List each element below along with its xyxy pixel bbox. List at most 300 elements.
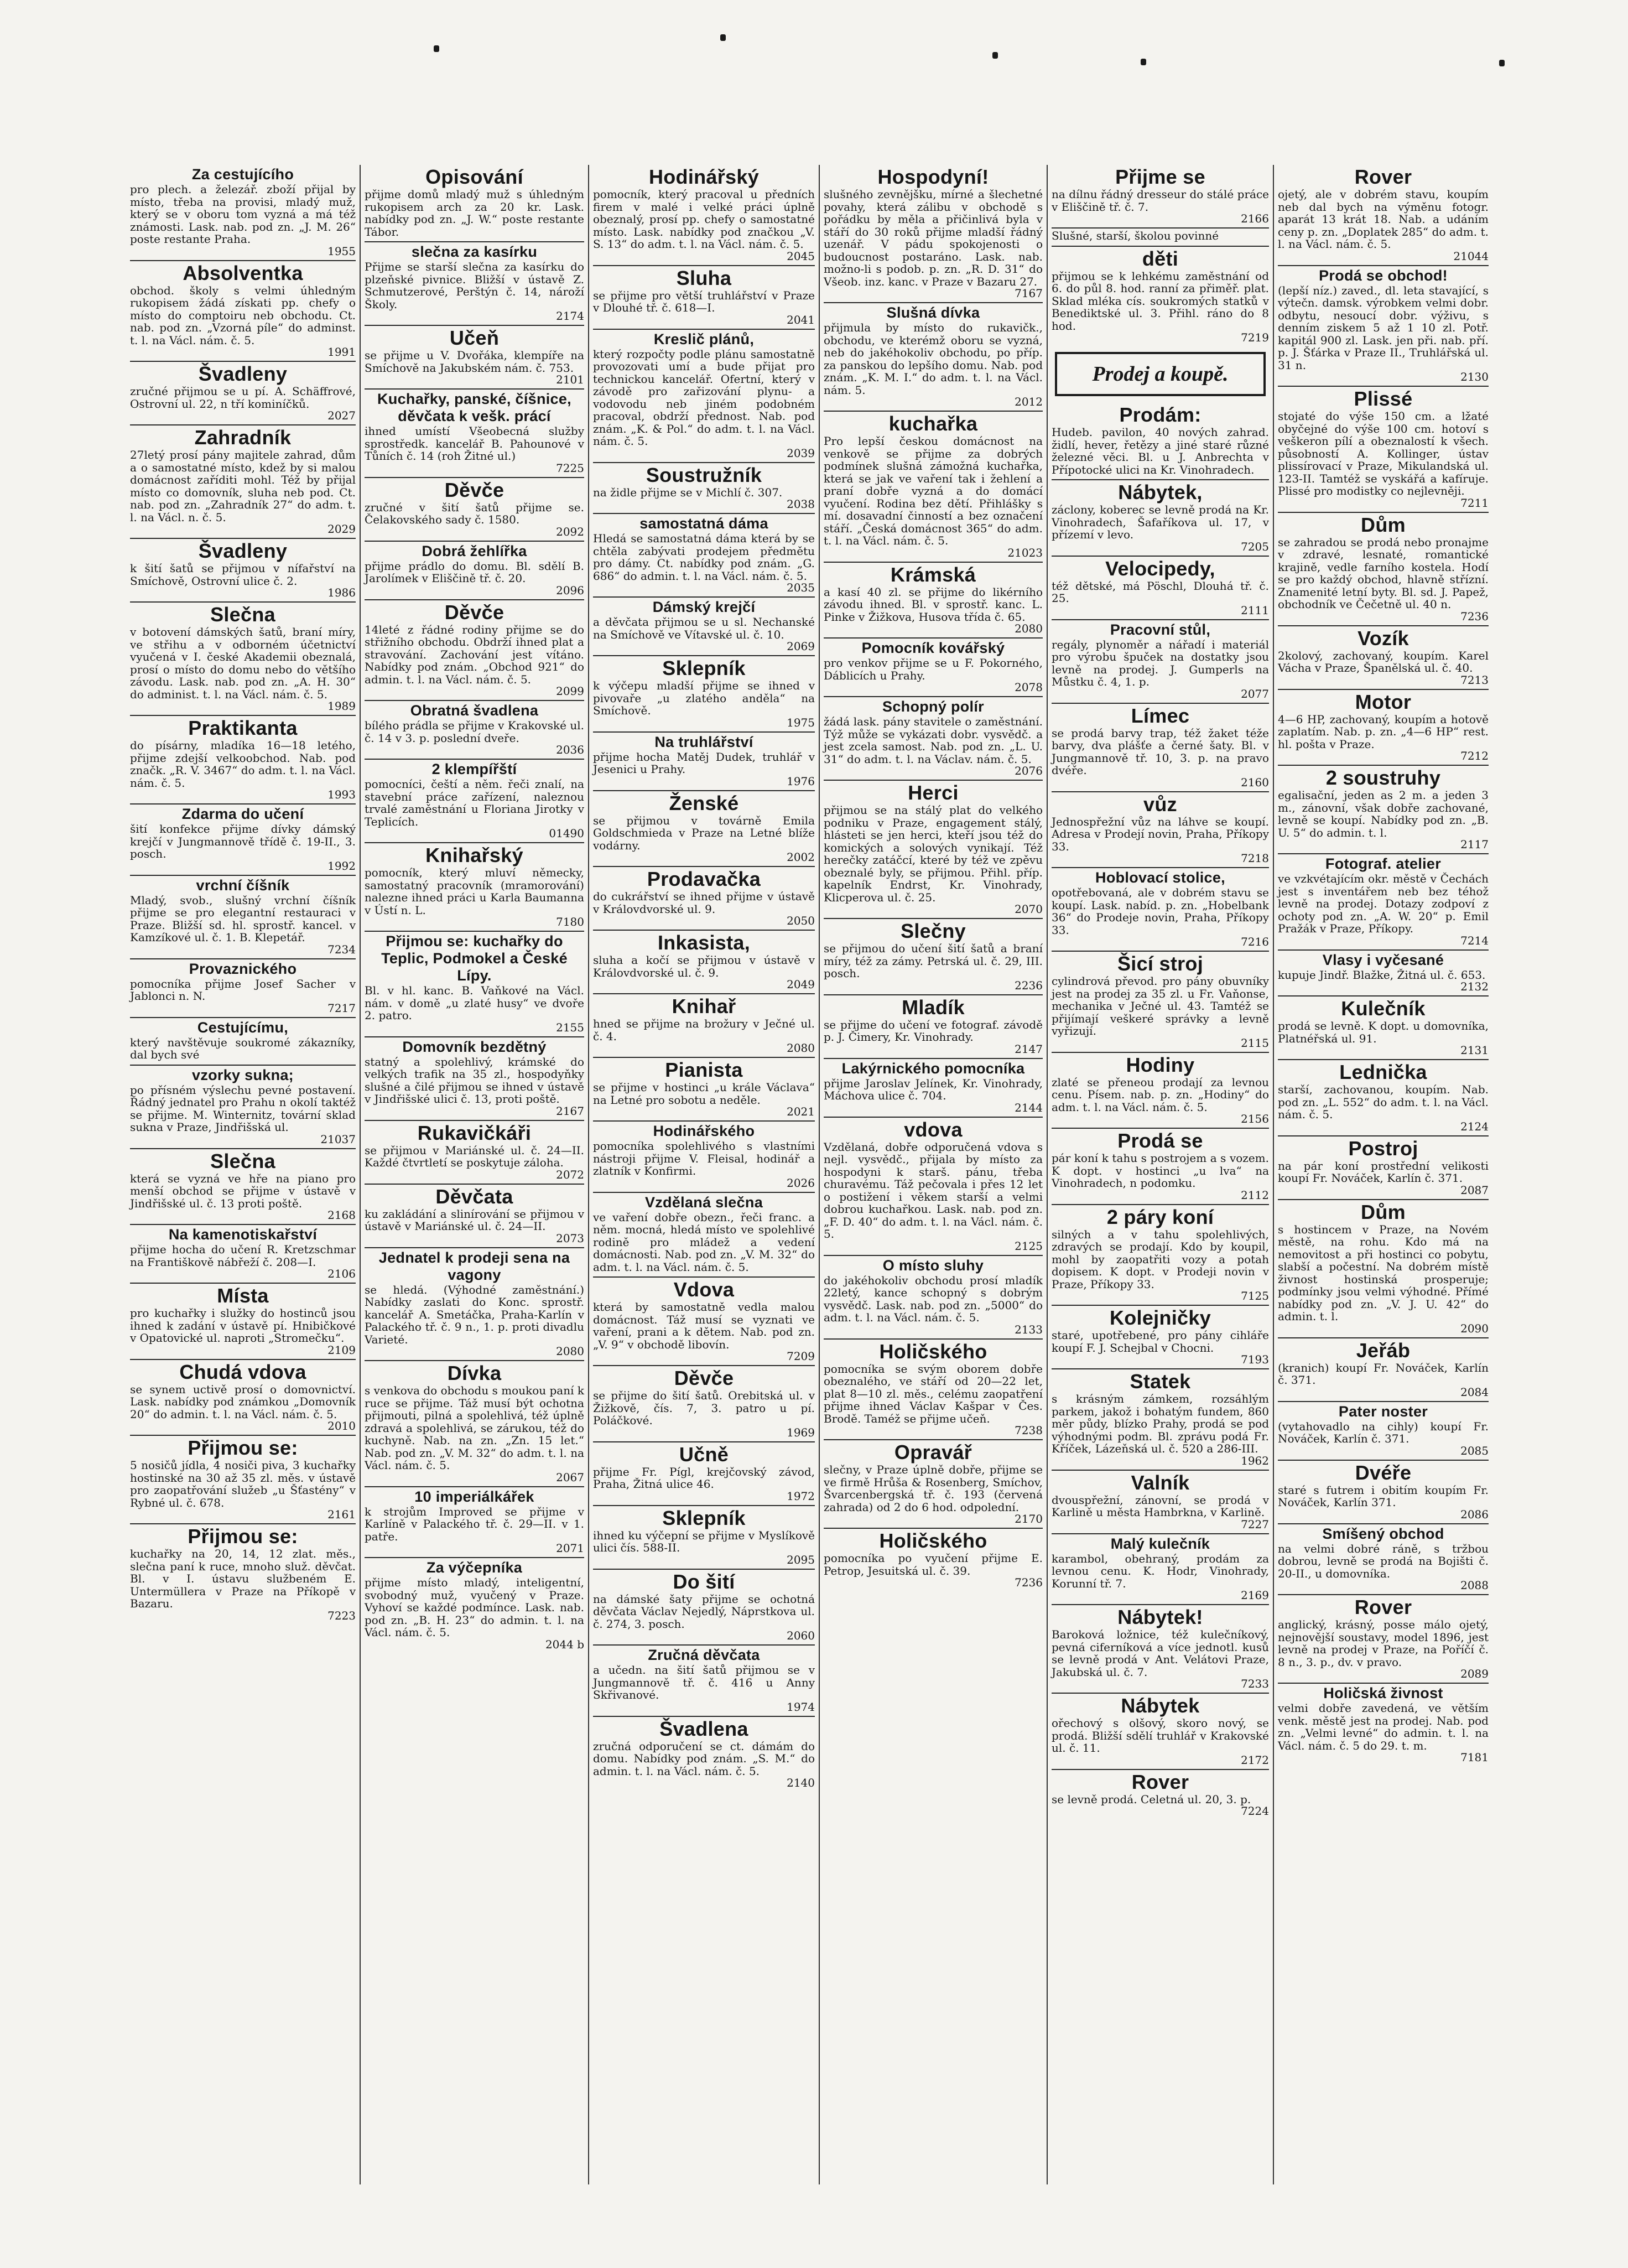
ad-heading: Herci (908, 781, 959, 804)
ad-number: 7167 (1015, 287, 1043, 300)
classified-ad (365, 541, 584, 599)
ad-number: 7211 (1460, 496, 1489, 510)
ad-text: Bl. v hl. kanc. B. Vaňkové na Václ. nám. v domě „u zlaté husy“ ve dvoře 2. patro. (365, 984, 584, 1022)
ad-number: 2067 (556, 1470, 584, 1484)
ad-number: 1962 (1241, 1454, 1269, 1467)
ad-number: 2099 (556, 684, 584, 698)
ad-text: 27letý prosí pány majitele zahrad, dům a o samostatné místo, kdež by si malou domácnost zaříditi mohl. Též by přijal místo co domovník, sluha neb pod. Ct. nab. pod zn. „Zahradník 27“ do adm. t. l. na Václ. n. č. 5. (130, 448, 356, 524)
ad-heading: Dům (1361, 513, 1406, 536)
ad-number: 7234 (327, 942, 356, 956)
ad-heading: Prodavačka (647, 868, 761, 890)
ad-number: 2156 (1241, 1112, 1269, 1125)
ad-number: 2124 (1460, 1119, 1489, 1133)
column-2 (360, 165, 588, 2184)
ad-text: přijmula by místo do rukavičk., obchodu, ve kterémž oboru se vyzná, neb do jakéhokoliv obchodu, po příp. za panskou do lepšího domu. Nab. pod znám. „K. M. I.“ do adm. t. l. na Václ. nám. 5. (824, 321, 1043, 397)
ad-number: 21037 (320, 1132, 356, 1146)
ad-heading: Kuchařky, panské, číšnice, děvčata k vešk. prácí (377, 391, 571, 424)
ad-text: pomocníka spolehlivého s vlastními nástroji přijme V. Fleisal, hodinář a zlatník v Konfirmi. (593, 1139, 815, 1177)
classified-ad (593, 165, 815, 265)
ad-heading: Hoblovací stolice, (1095, 869, 1225, 886)
ad-heading: Učně (679, 1442, 729, 1466)
ad-number: 7209 (787, 1350, 815, 1363)
classified-ad (593, 329, 815, 462)
classified-ad (365, 1557, 584, 1653)
ad-text: zlaté se přeneou prodají za levnou cenu. Písem. nab. p. zn. „Hodiny“ do adm. t. l. na Václ. nám. č. 5. (1052, 1075, 1269, 1114)
classified-ad (593, 866, 815, 930)
classified-ad (593, 1120, 815, 1192)
ad-text: pro plech. a železář. zboží přijal by místo, třeba na provisi, mladý muž, který se v oboru tom vyzná a má též známosti. Lask. nab. pod zn. „J. M. 26“ poste restante Praha. (130, 183, 356, 246)
ad-heading: Holičského (879, 1529, 987, 1552)
classified-ad (824, 918, 1043, 994)
ad-heading: Pomocník kovářský (861, 640, 1005, 656)
classified-ad (130, 715, 356, 803)
ad-heading: Nábytek (1121, 1694, 1200, 1717)
ad-heading: Kolejničky (1109, 1306, 1211, 1329)
classified-ad (130, 958, 356, 1017)
ad-number: 7205 (1241, 539, 1269, 553)
ad-heading: Statek (1130, 1370, 1191, 1393)
ad-number: 7180 (556, 915, 584, 928)
ad-text: ku zakládání a slinírování se přijmou v ústavě v Mariánské ul. č. 24—II. (365, 1207, 584, 1233)
ad-text: 4—6 HP, zachovaný, koupím a hotově zaplatím. Nab. p. zn. „4—6 HP“ rest. hl. pošta v Praze. (1278, 712, 1489, 751)
ad-heading: Chudá vdova (179, 1360, 306, 1383)
ad-heading: Soustružník (646, 463, 762, 486)
ad-text: velmi dobře zavedená, ve větším venk. městě jest na prodej. Nab. pod zn. „Velmi levné“ do admin. t. l. na Václ. nám. č. 5 do 29. t. m. (1278, 1701, 1489, 1752)
classified-ad (365, 325, 584, 388)
ad-heading: Dobrá žehlířka (422, 542, 527, 559)
classified-ad (1278, 386, 1489, 512)
ad-text: se přijme do šití šatů. Orebitská ul. v Žižkově, čís. 7, 3. patro u pí. Poláčkové. (593, 1389, 815, 1427)
ad-number: 2090 (1460, 1321, 1489, 1335)
ad-number: 7217 (327, 1001, 356, 1015)
classified-ad (1052, 165, 1269, 227)
ad-number: 2027 (327, 409, 356, 422)
ad-text: na velmi dobré ráně, s tržbou dobrou, levně se prodá na Bojišti č. 20-II., u domovníka. (1278, 1542, 1489, 1580)
ad-text: pár koní k tahu s postrojem a s vozem. K dopt. v hostinci „u lva“ na Vinohradech, n podomku. (1052, 1151, 1269, 1190)
classified-ad (130, 1224, 356, 1283)
ad-number: 2076 (1015, 764, 1043, 777)
ad-number: 2131 (1460, 1044, 1489, 1057)
ad-heading: Rover (1354, 165, 1412, 188)
ad-text: do písárny, mladíka 16—18 letého, přijme zdejší velkoobchod. Nab. pod značk. „R. V. 3467“ do adm. t. l. na Václ. nám. č. 5. (130, 739, 356, 790)
ad-heading: Valník (1131, 1471, 1190, 1494)
ad-number: 2021 (787, 1105, 815, 1118)
classified-ad (593, 513, 815, 596)
classified-ad (365, 477, 584, 541)
ad-text: se zahradou se prodá nebo pronajme v zdravé, lesnaté, romantické krajině, vedle farního kostela. Hodí se pro každý obchod, hlavně střízní. Znamenité letní byty. Bl. sd. J. Papež, obchodník ve Čečetně ul. 40 n. (1278, 535, 1489, 611)
ad-heading: Děvče (444, 600, 504, 624)
ad-heading: Kulečník (1341, 997, 1426, 1020)
ad-heading: Dívka (447, 1362, 502, 1384)
classified-ad (130, 1065, 356, 1148)
ad-text: přijmou se k lehkému zaměstnání od 6. do půl 8. hod. ranní za přiměř. plat. Sklad mléka cís. soukromých statků v Benediktské ul. 3. Přihl. ráno do 8 hod. (1052, 269, 1269, 333)
classified-ad (1052, 479, 1269, 556)
classified-ad (130, 1017, 356, 1065)
ad-text: (vytahovadlo na cihly) koupí Fr. Nováček, Karlín č. 371. (1278, 1419, 1489, 1445)
classified-ad (1052, 1204, 1269, 1305)
ad-number: 2092 (556, 525, 584, 538)
ad-text: Slušné, starší, školou povinné (1052, 229, 1219, 242)
ad-text: s krásným zámkem, rozsáhlým parkem, jakož i bohatým fundem, 860 měr půdy, blízko Prahy, prodá se pod výhodnými podm. Bl. zprávu podá Fr. Kříček, Lázeňská ul. č. 520 a 286-III. (1052, 1392, 1269, 1455)
classified-ad (593, 596, 815, 655)
classified-ad (824, 1058, 1043, 1117)
ad-heading: Přijmou se: (188, 1525, 298, 1548)
ad-text: staré s futrem i obitím koupím Fr. Nováček, Karlín 371. (1278, 1483, 1489, 1509)
ad-heading: Rukavičkáři (417, 1121, 532, 1144)
ad-text: přijme hocha Matěj Dudek, truhlář v Jesenici u Prahy. (593, 750, 815, 776)
ad-heading: Schopný polír (882, 698, 984, 715)
ad-heading: Na truhlářství (654, 733, 753, 750)
ad-number: 1991 (327, 345, 356, 359)
classified-ad (1052, 1769, 1269, 1820)
ad-heading: Mladík (902, 995, 965, 1019)
classified-ad (824, 1338, 1043, 1440)
ad-heading: Obratná švadlena (410, 702, 539, 719)
ad-number: 2169 (1241, 1589, 1269, 1602)
classified-ad (1278, 165, 1489, 265)
ad-heading: Praktikanta (188, 717, 298, 739)
ad-number: 2236 (1015, 978, 1043, 992)
ad-heading: Zručná děvčata (648, 1647, 760, 1663)
ad-heading: Přijmou se: (188, 1436, 298, 1459)
ad-heading: Slečna (210, 1149, 275, 1172)
ad-number: 7227 (1241, 1517, 1269, 1531)
ad-number: 7238 (1015, 1424, 1043, 1437)
ad-text: Pro lepší českou domácnost na venkově se přijme za dobrých podmínek slušná zámožná kuchařka, která se jak ve vaření tak i žehlení a praní dobře vyzná a do domácí vyučení. Rodina bez dětí. Přihlášky s mí. dosavadní činností a bez označení stáří. „Česká domácnost 365“ do adm. t. l. na Václ. nám. č. 5. (824, 434, 1043, 547)
ad-heading: Vozík (1357, 626, 1409, 650)
ad-heading: Holičská živnost (1323, 1685, 1443, 1701)
classified-ad (365, 1036, 584, 1120)
ad-number: 2039 (787, 446, 815, 460)
classified-ad (130, 1148, 356, 1224)
ad-text: žádá lask. pány stavitele o zaměstnání. Týž může se vykázati dobr. vysvědč. a jest zcela samost. Nab. pod zn. „L. U. 31“ do adm. t. l. na Václav. nám. č. 5. (824, 715, 1043, 766)
classified-ad (1052, 791, 1269, 868)
ad-heading: Zdarma do učení (181, 806, 304, 822)
ad-text: pro kuchařky i služky do hostinců jsou ihned k zadání v ústavě pí. Hnibičkové v Opatovické ul. naproti „Stromečku“. (130, 1306, 356, 1345)
classified-ad (365, 1247, 584, 1361)
ad-number: 2002 (787, 850, 815, 864)
ad-number: 1969 (787, 1425, 815, 1439)
ad-text: která se vyzná ve hře na piano pro menší obchod se přijme v ústavě v Jindřišské ul. č. 13 proti poště. (130, 1171, 356, 1210)
ad-heading: Rover (1354, 1596, 1412, 1618)
ad-number: 7236 (1460, 609, 1489, 623)
classified-ad (1052, 1305, 1269, 1368)
ad-number: 2080 (556, 1345, 584, 1358)
classified-ad (593, 1441, 815, 1505)
ad-text: v botovení dámských šatů, braní míry, ve střihu a v odborném účetnictví vyučená v I. české Akademii obeznalá, prosí o místo do domu nebo do většího závodu. Lask. nab. pod zn. „A. H. 30“ do administ. t. l. na Václ. nám. č. 5. (130, 625, 356, 701)
ad-text: k šití šatů se přijmou v nífařství na Smíchově, Ostrovní ulice č. 2. (130, 562, 356, 588)
classified-ad (593, 265, 815, 329)
classified-ad (1052, 951, 1269, 1052)
classified-ad (593, 1505, 815, 1569)
ad-number: 7216 (1241, 935, 1269, 948)
classified-ad (1052, 556, 1269, 619)
ad-heading: Vlasy i vyčesané (1322, 951, 1444, 968)
ad-heading: Pater noster (1338, 1403, 1428, 1420)
classified-ad (1052, 867, 1269, 951)
classified-ad (824, 1528, 1043, 1591)
ad-number: 7125 (1241, 1289, 1269, 1302)
ad-heading: Opravář (894, 1441, 972, 1463)
classified-ad (130, 803, 356, 875)
ad-text: a děvčata přijmou se u sl. Nechanské na Smíchově ve Vítavské ul. č. 10. (593, 615, 815, 641)
ad-heading: Cestujícímu, (197, 1019, 289, 1036)
ad-text: ve vaření dobře obezn., řeči franc. a něm. mocná, hledá místo ve spolehlivé rodině pro mládež a vedení domácnosti. Nab. pod zn. „V. M. 32“ do adm. t. l. na Václ. nám. č. 5. (593, 1210, 815, 1274)
ad-heading: Pracovní stůl, (1110, 621, 1211, 638)
ad-text: regály, plynoměr a nářadí i materiál pro výrobu špuček na dostatky jsou levně na prodej. J. Gumperls na Můstku č. 4, 1. p. (1052, 637, 1269, 688)
classified-ad (365, 241, 584, 325)
ad-number: 2161 (327, 1508, 356, 1521)
ad-text: na dílnu řádný dresseur do stálé práce v Eliščině tř. č. 7. (1052, 188, 1269, 214)
ad-heading: Děvčata (435, 1185, 513, 1208)
ad-heading: Límec (1131, 704, 1190, 727)
ad-text: přijme Fr. Pígl, krejčovský závod, Praha, Žitná ulice 46. (593, 1465, 815, 1491)
classified-ad (130, 165, 356, 260)
classified-ad (824, 411, 1043, 562)
ad-heading: Velocipedy, (1105, 557, 1215, 580)
ad-heading: Kreslič plánů, (653, 330, 755, 347)
ad-text: opotřebovaná, ale v dobrém stavu se koupí. Lask. nabíd. p. zn. „Hobelbank 36“ do Prodeje novin, Praha, Příkopy 33. (1052, 886, 1269, 937)
ad-number: 2132 (1460, 980, 1489, 993)
scan-mark (1499, 60, 1505, 66)
ad-text: (lepší níz.) zaved., dl. leta stavající, s výtečn. damsk. výrobkem velmi dobr. odbytu, nesoucí dobr. výživu, s denním ziskem 5 až 1 10 zl. Potř. kapitál 900 zl. Lask. jen při. nab. pří. p. J. Šťárka v Praze II., Truhlářská ul. 31 n. (1278, 283, 1489, 372)
ad-text: Hudeb. pavilon, 40 nových zahrad. židlí, hever, řetězy a jiné staré různé železné věci. Bl. u J. Anbrechta v Přípotocké ulici na Kr. Vinohradech. (1052, 425, 1269, 476)
ad-text: záclony, koberec se levně prodá na Kr. Vinohradech, Šafaříkova ul. 17, v přízemí v levo. (1052, 503, 1269, 541)
ad-text: 14leté z řádné rodiny přijme se do střižního obchodu. Obdrží ihned plat a stravování. Zachování jest vítáno. Nabídky pod znám. „Obchod 921“ do admin. t. l. na Václ. nám. č. 5. (365, 622, 584, 686)
classified-ad (365, 1120, 584, 1184)
ad-number: 01490 (549, 827, 584, 840)
ad-heading: Za cestujícího (191, 166, 294, 183)
ad-heading: Krámská (890, 563, 976, 586)
ad-text: slečny, v Praze úplně dobře, přijme se ve firmě Hrůša & Rosenberg, Smíchov, Švarcenbergská tř. č. 193 (červená zahrada) od 2 do 6 hod. odpolední. (824, 1463, 1043, 1514)
ad-heading: Sluha (676, 266, 732, 289)
ad-text: se přijme pro větší truhlářství v Praze v Dlouhé tř. č. 618—I. (593, 288, 815, 314)
classified-ad (365, 700, 584, 759)
ad-number: 2170 (1015, 1512, 1043, 1525)
classified-ad (1278, 1594, 1489, 1683)
ad-number: 1972 (787, 1489, 815, 1503)
ad-text: ve vzkvétajícím okr. městě v Čechách jest s inventářem neb bez téhož levně na prodej. Dotazy zodpoví z ochoty pod zn. „A. W. 20“ p. Emil Pražák v Praze, Příkopy. (1278, 872, 1489, 935)
ad-heading: Zahradník (194, 426, 292, 449)
ad-heading: Jeřáb (1356, 1338, 1411, 1362)
ad-text: karambol, obehraný, prodám za levnou cenu. K. Hodr, Vinohrady, Korunní tř. 7. (1052, 1551, 1269, 1590)
ad-number: 2111 (1241, 603, 1269, 617)
classified-ad (1278, 1401, 1489, 1460)
ad-number: 2071 (556, 1542, 584, 1555)
ad-text: do jakéhokoliv obchodu prosí mladík 22letý, kance schopný s dobrým vysvědč. Lask. nab. pod zn. „5000“ do adm. t. l. na Václ. nám. č. 5. (824, 1273, 1043, 1324)
ad-heading: Šicí stroj (1117, 952, 1204, 975)
classified-ad (593, 1644, 815, 1716)
ad-text: pomocníka se svým oborem dobře obeznalého, ve stáří od 20—22 let, plat 8—10 zl. měs., celému zaopatření přijme ihned Václav Kašpar v Čes. Brodě. Taméž se přijme učeň. (824, 1362, 1043, 1425)
ad-heading: Nábytek, (1118, 481, 1203, 504)
ad-number: 2117 (1460, 838, 1489, 851)
ad-text: pomocník, který mluví německy, samostatný pracovník (mramorování) nalezne ihned práci u Karla Baumanna v Ústí n. L. (365, 866, 584, 917)
ad-text: obchod. školy s velmi úhledným rukopisem žádá získati pp. chefy o místo do comptoiru neb obchodu. Ct. nab. pod zn. „Vzorná píle“ do adminst. t. l. na Václ. nám. č. 5. (130, 283, 356, 347)
classified-ad (1278, 949, 1489, 996)
ad-text: se synem uctivě prosí o domovnictví. Lask. nabídky pod známkou „Domovník 20“ do admin. t. l. na Václ. nám. č. 5. (130, 1382, 356, 1421)
ad-text: pomocníci, čeští a něm. řeči znalí, na stavební práce zařízení, naleznou trvalé zaměstnání u Floriana Jirotky v Teplicích. (365, 777, 584, 828)
classified-ad (1278, 265, 1489, 386)
ad-heading: Sklepník (662, 1506, 746, 1529)
ad-number: 1989 (327, 699, 356, 713)
classified-ad (130, 1359, 356, 1435)
ad-number: 2133 (1015, 1322, 1043, 1336)
ad-text: slušného zevnějšku, mírné a šlechetné povahy, která zálibu v obchodě s pořádku by měla a přičinlivá byla v stáří do 30 roků přijme mladší řádný uzenář. V pádu spokojenosti o budoucnost postaráno. Lask. nab. možno-li s podob. p. zn. „R. D. 31“ do Všeob. inz. kanc. v Praze v Bazaru 27. (824, 188, 1043, 288)
ad-text: ojetý, ale v dobrém stavu, koupím neb dal bych na výměnu fotogr. aparát 13 krát 18. Nab. a udáním ceny p. zn. „Doplatek 285“ do adm. t. l. na Václ. nám. č. 5. (1278, 188, 1489, 251)
ad-number: 2086 (1460, 1507, 1489, 1521)
ad-heading: Motor (1355, 690, 1412, 713)
ad-number: 2084 (1460, 1385, 1489, 1399)
ad-heading: Slušná dívka (886, 304, 980, 321)
scan-mark (720, 34, 726, 41)
ad-text: starší, zachovanou, koupím. Nab. pod zn. „L. 552“ do adm. t. l. na Václ. nám. č. 5. (1278, 1083, 1489, 1121)
ad-number: 2115 (1241, 1036, 1269, 1050)
classified-ad (1278, 1683, 1489, 1766)
classified-ad (130, 538, 356, 601)
classified-ad (824, 1439, 1043, 1528)
ad-text: se přijmou do učení šití šatů a braní míry, též za zámy. Petrská ul. č. 29, III. posch. (824, 942, 1043, 980)
ad-heading: Malý kulečník (1110, 1535, 1210, 1552)
ad-heading: Inkasista, (657, 931, 751, 954)
ad-number: 1955 (327, 244, 356, 258)
ad-text: statný a spolehlivý, krámské do velkých trafik na 35 zl., hospodyňky slušné a čilé přijmou se ihned v ústavě v Jindřišské ulici č. 13, proti poště. (365, 1055, 584, 1106)
ad-text: staré, upotřebené, pro pány cihláře koupí F. J. Schejbal v Chocni. (1052, 1328, 1269, 1354)
scan-mark (992, 52, 998, 59)
ad-number: 2101 (556, 373, 584, 386)
classified-ad (365, 1360, 584, 1486)
ad-number: 1993 (327, 788, 356, 801)
ad-heading: Učeň (449, 326, 500, 349)
ad-text: který rozpočty podle plánu samostatně provozovati umí a bude přijat pro technickou kancelář. Ofertní, který v závodě pro zařizování plynu- a vodovodu neb jiném podobném pracoval, obdrží přednost. Nab. pod znám. „K. & Pol.“ do adm. t. l. na Václ. nám. č. 5. (593, 347, 815, 448)
ad-heading: Hodinářského (653, 1123, 755, 1139)
classified-ad (593, 462, 815, 513)
ad-text: silných a v tahu spolehlivých, zdravých se prodají. Kdo by koupil, mohl by zaopatřiti vozy a potah dopisem. K dopt. v Prodeji novin v Praze, Příkopy 33. (1052, 1227, 1269, 1291)
ad-number: 2089 (1460, 1667, 1489, 1680)
ad-number: 7236 (1015, 1576, 1043, 1589)
classified-ad (1278, 853, 1489, 949)
ad-number: 2026 (787, 1176, 815, 1190)
ad-text: s venkova do obchodu s moukou paní k ruce se přijme. Táž musí být ochotna přijmouti, pilná a spolehlivá, též úplně zdravá a spolehlivá, se zárukou, též do kuchyně. Nab. na zn. „Zn. 15 let.“ Nab. pod zn. „V. M. 32“ do adm. t. l. na Václ. nám. č. 5. (365, 1384, 584, 1472)
column-6 (1273, 165, 1492, 2184)
ad-text: též dětské, má Pöschl, Dlouhá tř. č. 25. (1052, 579, 1269, 605)
ad-number: 2096 (556, 583, 584, 597)
scan-mark (1141, 59, 1146, 65)
ad-text: bílého prádla se přijme v Krakovské ul. č. 14 v 3. p. poslední dveře. (365, 719, 584, 745)
classified-ad (365, 165, 584, 241)
classified-ad (365, 599, 584, 700)
ad-heading: vzorky sukna; (192, 1066, 294, 1083)
ad-number: 2112 (1241, 1188, 1269, 1202)
ad-heading: Dvéře (1355, 1461, 1412, 1484)
ad-number: 7225 (556, 461, 584, 475)
ad-number: 7212 (1460, 749, 1489, 762)
ad-text: se levně prodá. Celetná ul. 20, 3. p. (1052, 1792, 1251, 1806)
classified-ad (824, 562, 1043, 638)
ad-heading: Nábytek! (1117, 1606, 1203, 1628)
ad-heading: Prodá se (1117, 1129, 1203, 1152)
ad-heading: O místo sluhy (882, 1257, 984, 1274)
column-1 (126, 165, 360, 2184)
ad-number: 2088 (1460, 1579, 1489, 1592)
ad-text: se hledá. (Výhodné zaměstnání.) Nabídky zaslati do Konc. sprostř. kancelář A. Smetáčka, Praha-Karlín v Palackého tř. č. 9 n., 1. p. proti divadlu Varieté. (365, 1283, 584, 1346)
ad-number: 2172 (1241, 1753, 1269, 1767)
ad-text: šití konfekce přijme dívky dámský krejčí v Jungmannově třídě č. 19-II., 3. posch. (130, 822, 356, 860)
ad-number: 7213 (1460, 673, 1489, 687)
classified-ad (1052, 1128, 1269, 1204)
ad-text: ořechový s olšový, skoro nový, se prodá. Bližší sdělí truhlář v Krakovské ul. č. 11. (1052, 1716, 1269, 1755)
classified-ad (1278, 625, 1489, 689)
ad-text: se přijme do učení ve fotograf. závodě p. J. Čimery, Kr. Vinohrady. (824, 1018, 1043, 1044)
ad-text: přijme domů mladý muž s úhledným rukopisem arch za 20 kr. Lask. nabídky pod zn. „J. W.“ poste restante Tábor. (365, 188, 584, 238)
classified-ad (365, 388, 584, 477)
ad-heading: Absolventka (183, 261, 303, 284)
ad-text: který navštěvuje soukromé zákazníky, dal bych své (130, 1035, 356, 1061)
section-header-prodej-a-koupe: Prodej a koupě. (1055, 352, 1266, 396)
ad-heading: Do šití (673, 1570, 735, 1593)
classified-ad (130, 1435, 356, 1523)
ad-heading: Prodám: (1119, 403, 1202, 426)
classified-ad (130, 1283, 356, 1359)
ad-heading: vůz (1143, 792, 1177, 816)
ad-text: 2kolový, zachovaný, koupím. Karel Vácha v Praze, Španělská ul. č. 40. (1278, 648, 1489, 674)
classified-ad (365, 1486, 584, 1558)
ad-heading: Rover (1131, 1770, 1189, 1793)
classified-ad (1052, 1052, 1269, 1128)
ad-number: 2168 (327, 1208, 356, 1222)
ad-text: 5 nosičů jídla, 4 nosiči piva, 3 kuchařky hostinské na 30 až 35 zl. měs. v ústavě pro zaopatřování služeb „u Šťastény“ v Rybné ul. č. 678. (130, 1459, 356, 1509)
ad-text: zručné v šití šatů přijme se. Čelakovského sady č. 1580. (365, 500, 584, 526)
ad-text: kuchařky na 20, 14, 12 zlat. měs., slečna paní k ruce, mnoho služ. děvčat. Bl. v I. ústavu službeném E. Untermüllera v Praze na Příkopě v Bazaru. (130, 1547, 356, 1610)
ad-text: a kasí 40 zl. se přijme do likérního závodu ihned. Bl. v sprostř. kanc. L. Pinke v Žižkova, Husova třída č. 65. (824, 585, 1043, 624)
classified-ad (1278, 1135, 1489, 1199)
ad-number: 2069 (787, 640, 815, 653)
ad-text: přijmou se na stálý plat do velkého podniku v Praze, engagement stálý, hlásteti se jen herci, kteří jsou též do komických a solových vynikají. Též herečky zatáčcí, které by též ve zpěvu obeznalé byly, se přijmou. Přihl. příp. kapelník Endrst, Kr. Vinohrady, Klicperova ul. č. 25. (824, 803, 1043, 904)
ad-heading: Děvče (674, 1367, 734, 1389)
ad-heading: Hodiny (1126, 1053, 1195, 1076)
ad-number: 2166 (1241, 212, 1269, 225)
classified-ad (593, 930, 815, 993)
classified-ad (1052, 403, 1269, 479)
ad-heading: Místa (217, 1284, 269, 1307)
ad-text: na židle přijme se v Michlí č. 307. (593, 485, 783, 499)
classified-ad (1278, 765, 1489, 853)
ad-heading: 2 soustruhy (1325, 766, 1441, 789)
ad-heading: Lednička (1339, 1061, 1427, 1083)
ad-number: 2080 (1015, 622, 1043, 635)
ad-number: 2147 (1015, 1042, 1043, 1056)
ad-heading: vrchní číšník (196, 876, 290, 894)
ad-number: 2036 (556, 743, 584, 756)
classified-ad (824, 165, 1043, 302)
classified-ad (1278, 689, 1489, 765)
ad-heading: Přijmou se: kuchařky do Teplic, Podmokel a České Lípy. (381, 933, 568, 984)
classified-ad (593, 993, 815, 1057)
ad-text: přijme Jaroslav Jelínek, Kr. Vinohrady, Máchova ulice č. 704. (824, 1076, 1043, 1102)
ad-heading: Na kamenotiskařství (168, 1226, 318, 1243)
classified-ad (1278, 1460, 1489, 1523)
ad-text: pomocníka po vyučení přijme E. Petrop, Jesuitská ul. č. 39. (824, 1551, 1043, 1577)
classified-ad (824, 780, 1043, 918)
ad-number: 2106 (327, 1267, 356, 1280)
classified-ad (824, 994, 1043, 1058)
ad-number: 2095 (787, 1553, 815, 1566)
ad-number: 2125 (1015, 1239, 1043, 1253)
ad-heading: Smíšený obchod (1322, 1525, 1444, 1542)
ad-text: pomocník, který pracoval u předních firem v malé i velké práci úplně obeznalý, prosí pp. chefy o samostatné místo. Lask. nabídky pod značkou „V. S. 13“ do adm. t. l. na Václ. nám. č. 5. (593, 188, 815, 251)
classified-ad (1052, 246, 1269, 347)
ad-heading: Švadlena (659, 1717, 748, 1740)
classified-ad (365, 842, 584, 931)
